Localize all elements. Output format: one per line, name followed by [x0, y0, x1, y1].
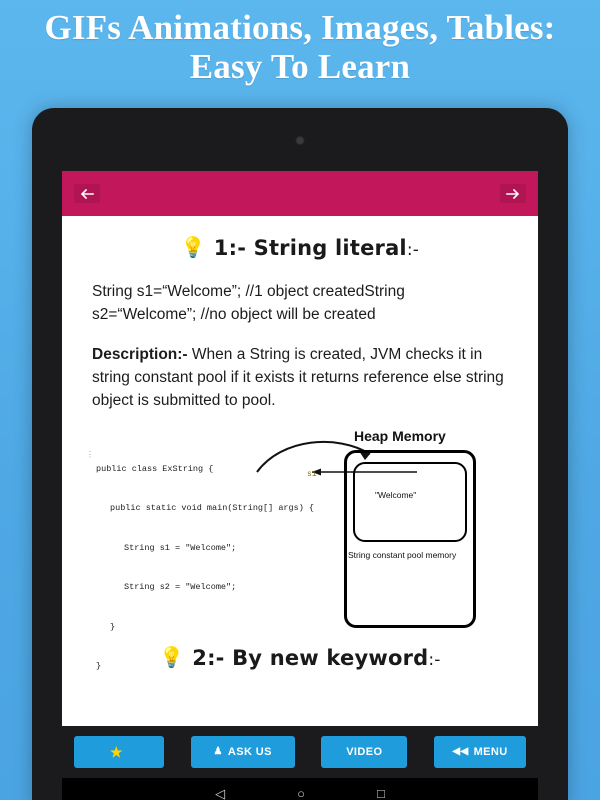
menu-button-label: MENU [473, 746, 508, 758]
star-icon: ★ [110, 744, 123, 760]
code-line-2: public static void main(String[] args) { [110, 503, 315, 514]
nav-recents-icon[interactable]: □ [377, 785, 385, 800]
code-gutter-mark: ⋮ [86, 451, 94, 461]
code-line-5: } [110, 621, 116, 632]
section-heading-2-suffix: :- [428, 650, 441, 671]
promo-line-2: Easy To Learn [189, 47, 411, 87]
ask-us-button[interactable] [191, 736, 295, 768]
section-heading-1 [92, 236, 508, 260]
rewind-icon: ◀◀ [452, 746, 469, 757]
app-bar [62, 171, 538, 216]
promo-line-1: GIFs Animations, Images, Tables: [44, 8, 556, 47]
code-line-6: } [96, 661, 102, 672]
lightbulb-icon-2: 💡 [159, 647, 185, 670]
code-line-3: String s1 = "Welcome"; [124, 542, 237, 553]
video-button[interactable] [321, 736, 407, 768]
promo-headline [0, 8, 600, 86]
person-icon: ♟ [213, 746, 223, 757]
nav-home-icon[interactable]: ○ [297, 785, 305, 800]
front-camera [296, 136, 305, 145]
section-heading-1-suffix: :- [406, 240, 420, 260]
section-heading-1-text: 1:- String literal:- [213, 236, 420, 260]
code-line-1: public class ExString { [96, 463, 214, 474]
lightbulb-icon: 💡 [180, 237, 206, 259]
device-screen [62, 171, 538, 778]
s1-reference-label: s1 [307, 470, 317, 480]
string-pool-box [353, 462, 467, 542]
bottom-button-bar [62, 726, 538, 778]
code-inline-paragraph: String s1=“Welcome”; //1 object createdString s2=“Welcome”; //no object will be created [92, 283, 405, 324]
description-text: When a String is created, JVM checks it in string constant pool if it exists it returns reference else string object is submitted to pool. [92, 345, 504, 409]
menu-button[interactable] [434, 736, 526, 768]
heap-memory-label: Heap Memory [354, 428, 446, 445]
section-heading-2-text: 2:- By new keyword:- [192, 646, 441, 671]
nav-back-icon[interactable]: ◁ [215, 785, 226, 800]
android-nav-bar [62, 778, 538, 800]
pool-value-label: "Welcome" [375, 490, 417, 501]
code-line-4: String s2 = "Welcome"; [124, 582, 237, 593]
ask-us-button-label: ASK US [227, 746, 272, 758]
article-content [62, 216, 538, 778]
description-label: Description:- [92, 345, 188, 363]
tablet-device [32, 108, 568, 800]
string-pool-label: String constant pool memory [348, 550, 457, 561]
video-button-label: VIDEO [346, 746, 383, 758]
forward-arrow-icon[interactable] [500, 184, 526, 203]
back-arrow-icon[interactable] [74, 184, 100, 203]
favorite-button[interactable] [74, 736, 164, 768]
description-paragraph [92, 343, 508, 413]
